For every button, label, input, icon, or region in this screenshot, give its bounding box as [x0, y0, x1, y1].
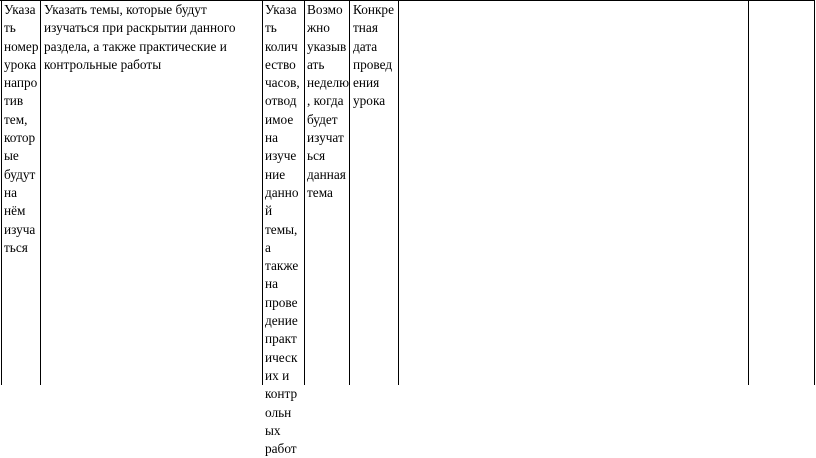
- table-cell-topics: Указать темы, которые будут изучаться при раскрытии данного раздела, а также практические и контрольные работы: [44, 2, 236, 72]
- table-cell-lesson-number: Указа ть номер урока напро тив тем, котор ые будут на нём изуча ться: [4, 2, 39, 255]
- column-border: [262, 0, 263, 385]
- column-border: [748, 0, 749, 385]
- column-border: [349, 0, 350, 385]
- table-cell-hours: Указа ть колич ество часов, отвод имое на изуче ние данно й темы, а также на прове дение практ ическ их и контр ольн ых работ: [265, 2, 300, 457]
- column-border: [304, 0, 305, 385]
- column-border: [814, 0, 815, 385]
- table-cell-week: Возмо жно указыв ать неделю , когда будет изучат ься данная тема: [307, 2, 349, 200]
- column-border: [1, 0, 2, 385]
- column-border: [398, 0, 399, 385]
- column-border: [40, 0, 41, 385]
- table-cell-date: Конкре тная дата провед ения урока: [353, 2, 394, 109]
